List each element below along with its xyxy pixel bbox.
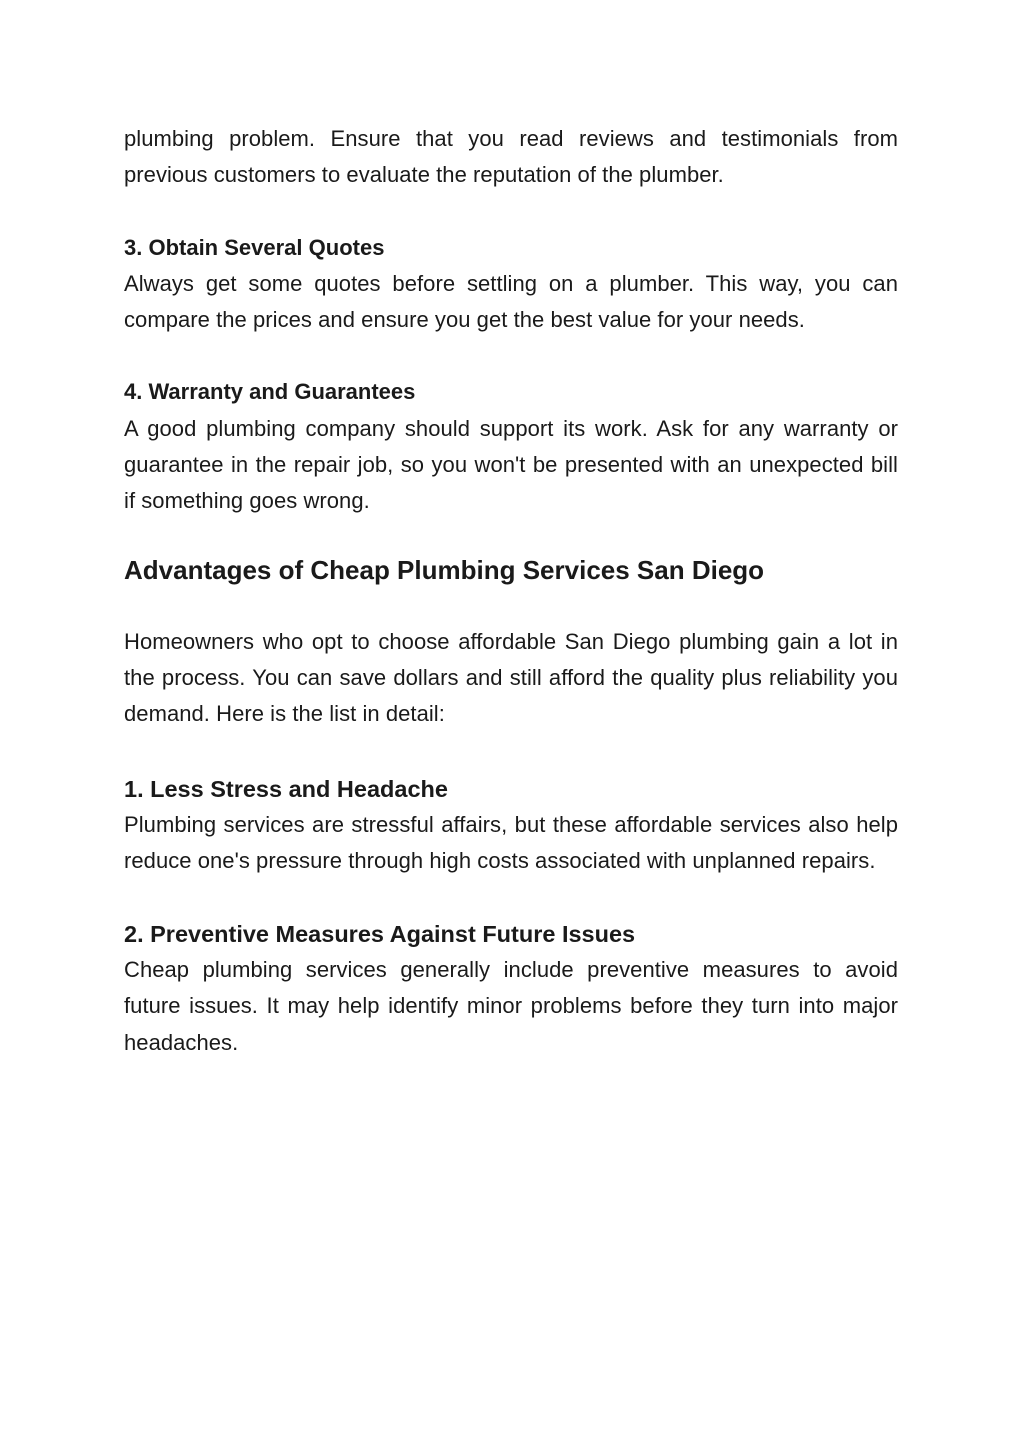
advantages-intro: Homeowners who opt to choose affordable San Diego plumbing gain a lot in the process. You can save dollars and still afford the quality plus reliability you demand. Here is the list in detail: xyxy=(124,628,898,727)
spacer xyxy=(124,733,898,771)
advantages-heading: Advantages of Cheap Plumbing Services San Diego xyxy=(124,554,765,585)
advantage-section-preventive xyxy=(124,916,898,1061)
tip-section-warranty xyxy=(124,374,898,519)
tip-body-quotes: Always get some quotes before settling on a plumber. This way, you can compare the prices and ensure you get the best value for your needs. xyxy=(124,270,898,333)
advantage-body-stress: Plumbing services are stressful affairs, but these affordable services also help reduce one's pressure through high costs associated with unplanned repairs. xyxy=(124,812,898,874)
intro-paragraph: plumbing problem. Ensure that you read reviews and testimonials from previous customers to evaluate the reputation of the plumber. xyxy=(124,126,898,188)
document-page xyxy=(124,121,898,1061)
advantage-section-stress xyxy=(124,771,898,880)
advantage-heading-preventive: 2. Preventive Measures Against Future Issues xyxy=(124,920,636,947)
spacer xyxy=(124,520,898,550)
advantage-heading-stress: 1. Less Stress and Headache xyxy=(124,775,448,802)
spacer xyxy=(124,590,898,624)
tip-heading-warranty: 4. Warranty and Guarantees xyxy=(124,379,416,405)
spacer xyxy=(124,194,898,230)
tip-section-quotes xyxy=(124,230,898,339)
tip-body-warranty: A good plumbing company should support its work. Ask for any warranty or guarantee in the repair job, so you won't be presented with an unexpected bill if something goes wrong. xyxy=(124,415,898,514)
advantage-body-preventive: Cheap plumbing services generally include preventive measures to avoid future issues. It may help identify minor problems before they turn into major headaches. xyxy=(124,957,898,1055)
spacer xyxy=(124,338,898,374)
spacer xyxy=(124,880,898,916)
tip-heading-quotes: 3. Obtain Several Quotes xyxy=(124,234,385,260)
